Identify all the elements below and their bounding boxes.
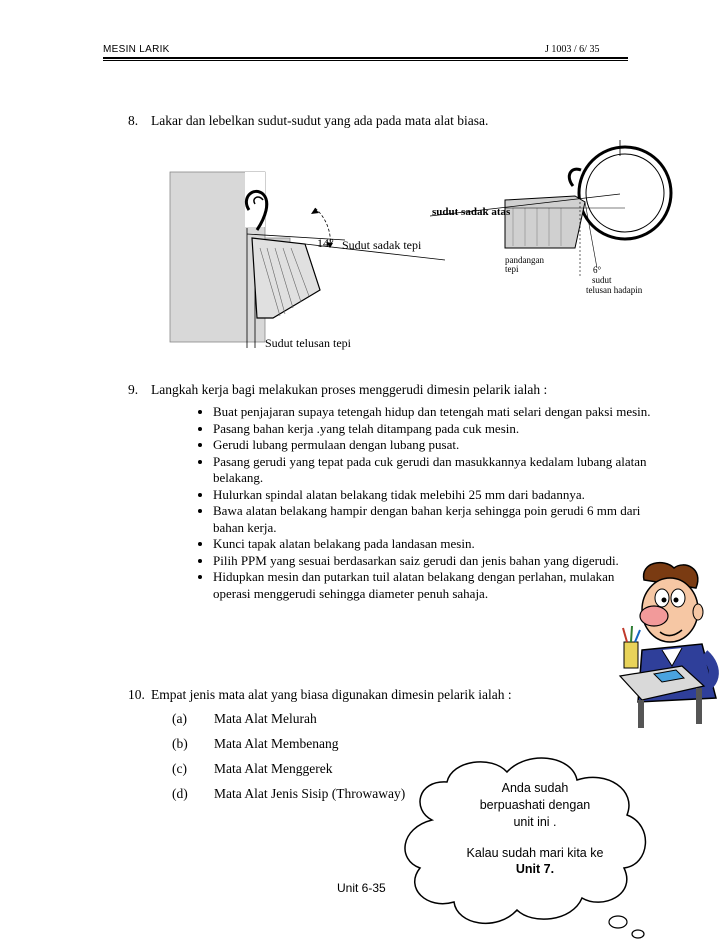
option-letter: (d)	[172, 786, 188, 801]
cartoon-student-illustration	[612, 558, 724, 730]
q8-text: Lakar dan lebelkan sudut-sudut yang ada pada mata alat biasa.	[151, 113, 489, 128]
option-text: Mata Alat Jenis Sisip (Throwaway)	[214, 786, 406, 801]
step-item: • Hulurkan spindal alatan belakang tidak melebihi 25 mm dari badannya.	[213, 487, 653, 504]
q8-number: 8.	[128, 113, 139, 128]
header-page-code: J 1003 / 6/ 35	[545, 44, 600, 55]
cloud-line-1: Anda sudah	[501, 781, 569, 795]
step-item: • Buat penjajaran supaya tetengah hidup dan tetengah mati selari dengan paksi mesin.	[213, 404, 653, 421]
tool-side-figure	[165, 168, 455, 358]
option-letter: (c)	[172, 761, 187, 776]
header-rule	[103, 57, 628, 59]
front-clearance-label-2: telusan hadapin	[586, 285, 643, 295]
step-item: • Kunci tapak alatan belakang pada landasan mesin.	[213, 536, 653, 553]
front-clearance-label-1: sudut	[592, 275, 612, 285]
side-rake-label: Sudut sadak tepi	[342, 238, 422, 252]
tool-front-figure	[425, 138, 695, 298]
header-rule-thin	[103, 60, 628, 61]
side-view-label-1: pandangan	[505, 255, 544, 265]
top-rake-label: sudut sadak atas	[432, 206, 511, 218]
angle-6-label: 6°	[593, 265, 602, 275]
q9-steps-list	[193, 404, 653, 602]
header-title: MESIN LARIK	[103, 44, 170, 55]
step-item: • Gerudi lubang permulaan dengan lubang pusat.	[213, 437, 653, 454]
step-item: • Hidupkan mesin dan putarkan tuil alatan belakang dengan perlahan, mulakan operasi menggerudi sehingga diameter penuh sahaja.	[213, 569, 653, 602]
option-text: Mata Alat Membenang	[214, 736, 339, 751]
side-view-label-2: tepi	[505, 264, 519, 274]
q10-text: Empat jenis mata alat yang biasa digunakan dimesin pelarik ialah :	[151, 687, 512, 702]
workpiece-circle	[579, 147, 671, 239]
option-letter: (a)	[172, 711, 187, 726]
step-item: • Pasang bahan kerja .yang telah ditampang pada cuk mesin.	[213, 421, 653, 438]
cutting-tool-front	[505, 196, 585, 248]
q9-text: Langkah kerja bagi melakukan proses menggerudi dimesin pelarik ialah :	[151, 382, 548, 397]
cutting-tool	[252, 238, 320, 318]
option-text: Mata Alat Melurah	[214, 711, 317, 726]
footer-page-number: Unit 6-35	[337, 881, 386, 895]
step-item: • Bawa alatan belakang hampir dengan bahan kerja sehingga poin gerudi 6 mm dari bahan kerja.	[213, 503, 653, 536]
step-item: • Pasang gerudi yang tepat pada cuk gerudi dan masukkannya kedalam lubang alatan belakang.	[213, 454, 653, 487]
step-item: • Pilih PPM yang sesuai berdasarkan saiz gerudi dan jenis bahan yang digerudi.	[213, 553, 653, 570]
side-clearance-label: Sudut telusan tepi	[265, 336, 351, 350]
q10-number: 10.	[128, 687, 145, 702]
option-letter: (b)	[172, 736, 188, 751]
option-text: Mata Alat Menggerek	[214, 761, 333, 776]
cloud-line-2: berpuashati dengan	[479, 798, 591, 812]
cloud-unit-link: Unit 7.	[515, 862, 555, 876]
q9-number: 9.	[128, 382, 139, 397]
cloud-line-3: unit ini .	[513, 815, 557, 829]
cloud-line-4: Kalau sudah mari kita ke	[466, 846, 604, 860]
angle-14-label: 14°	[317, 236, 334, 250]
